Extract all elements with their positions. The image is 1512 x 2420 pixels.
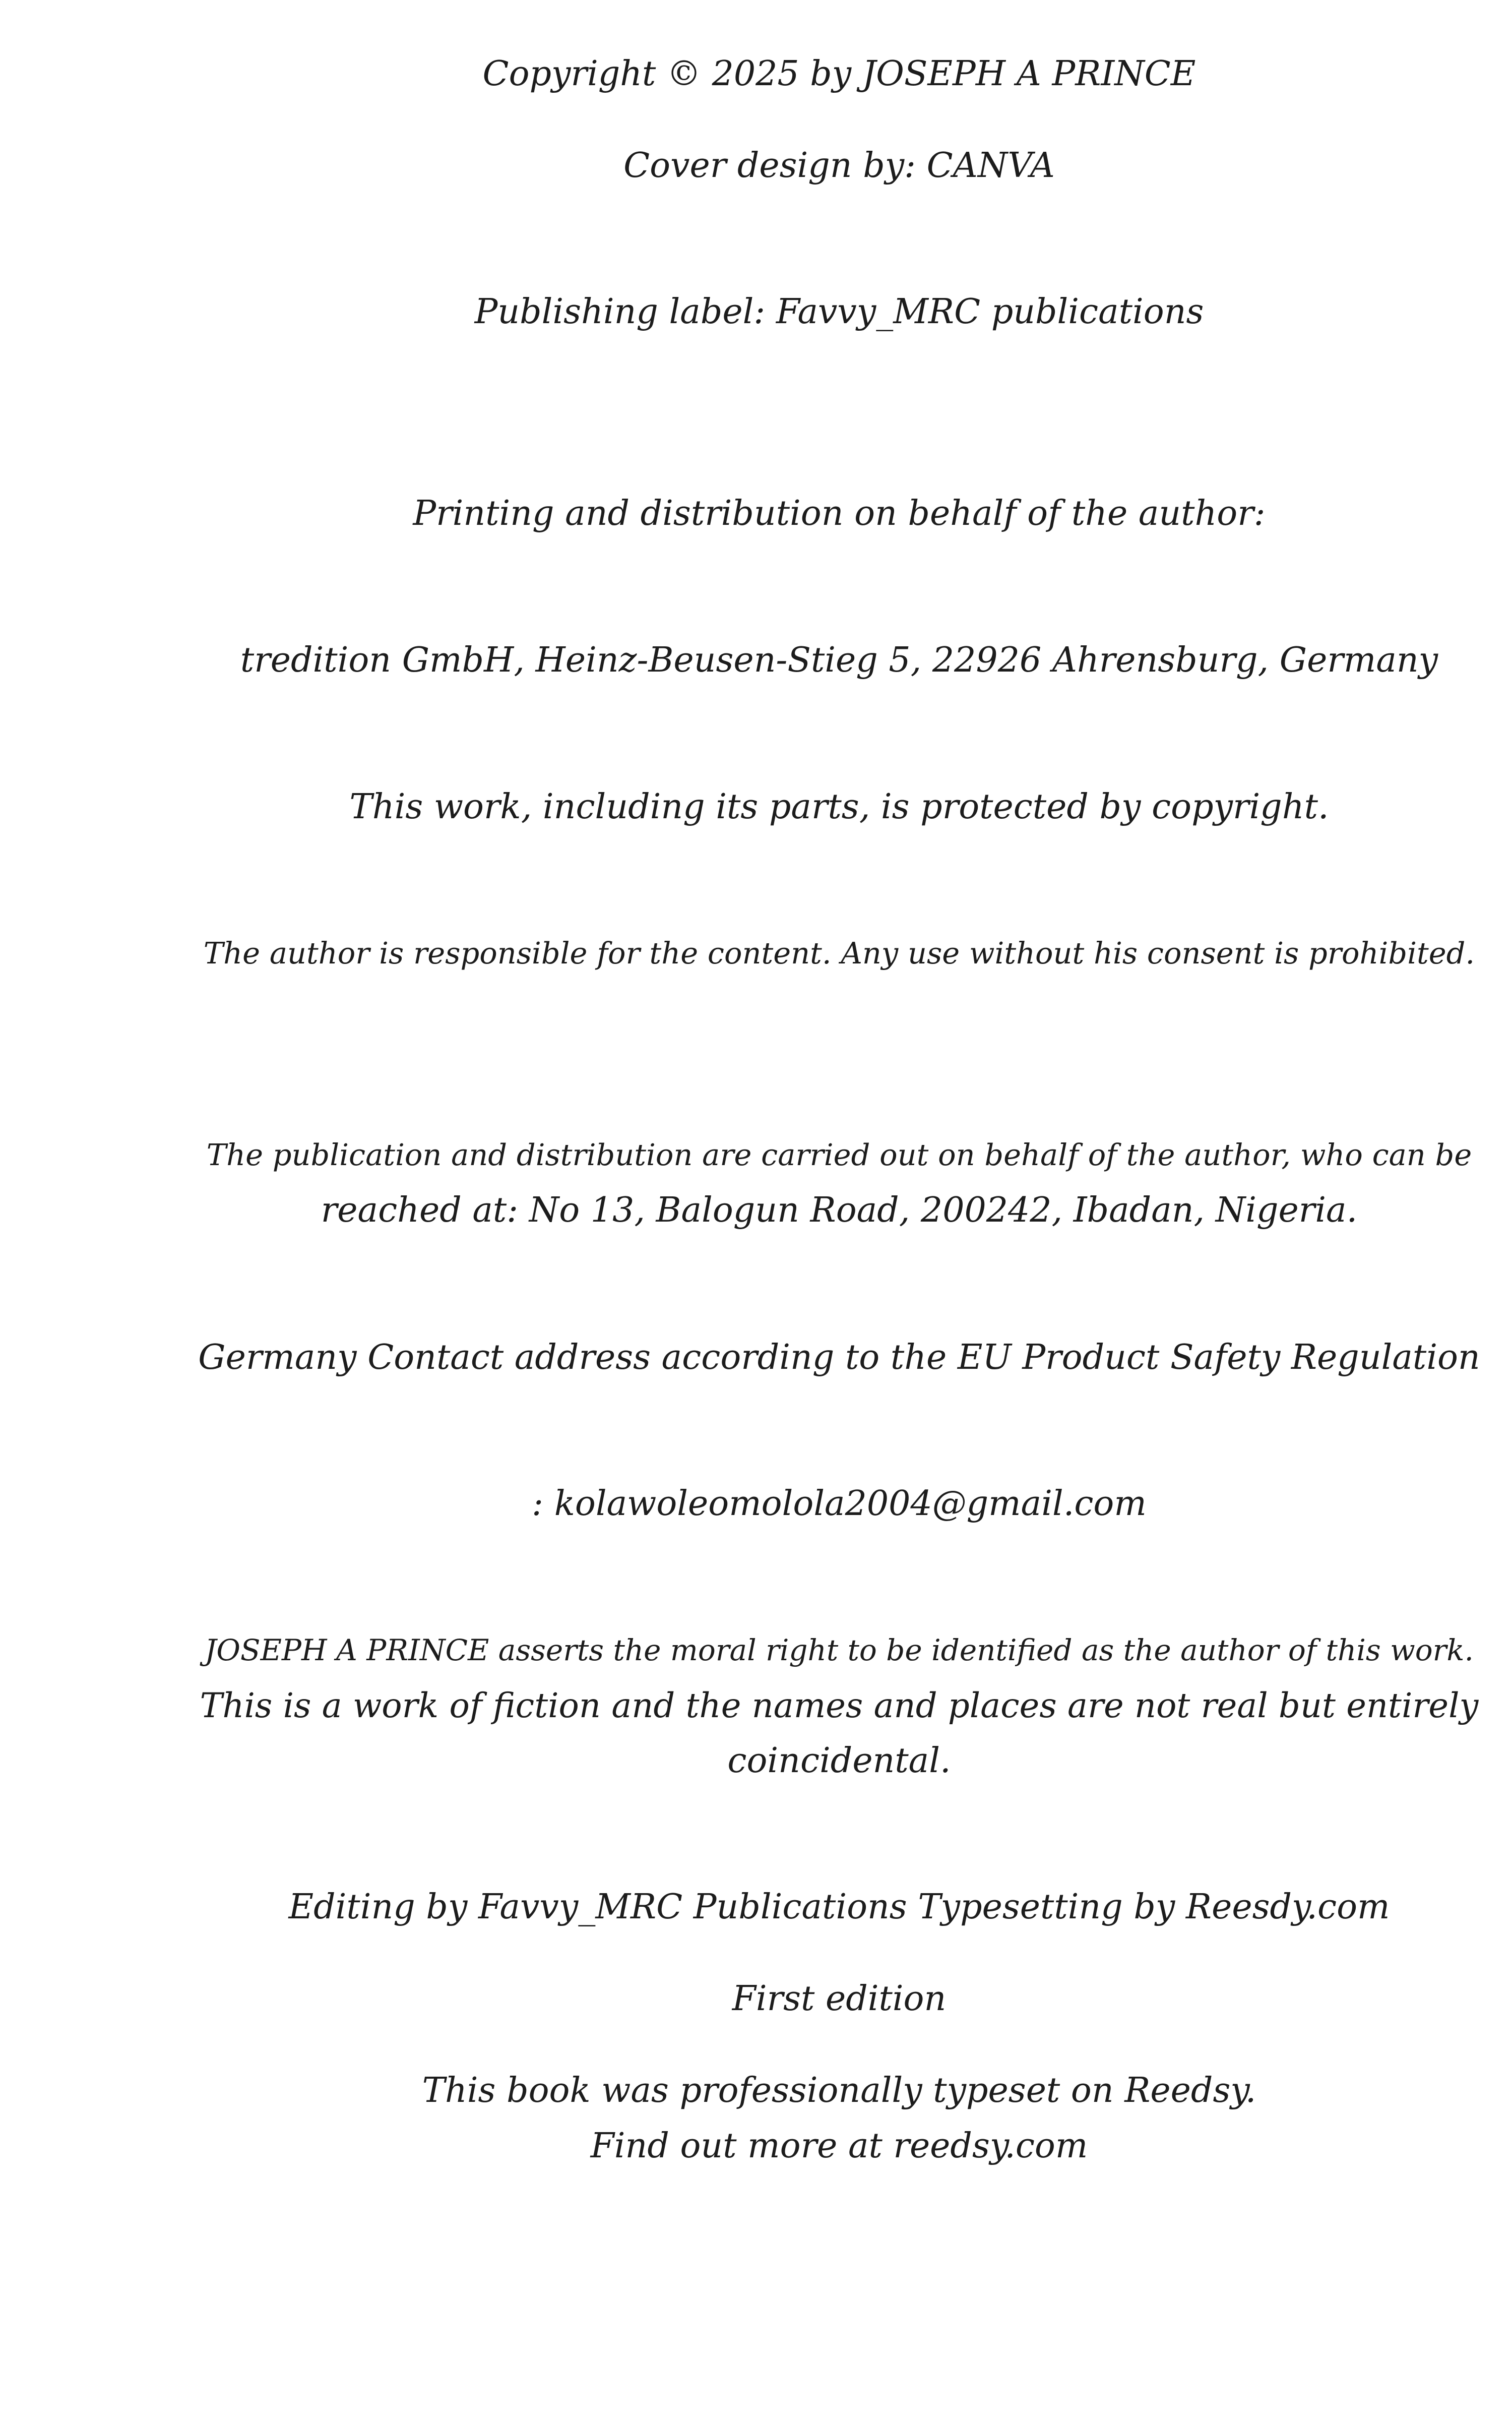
moral-rights-line: JOSEPH A PRINCE asserts the moral right to be identified as the author of this work. [205,1633,1474,1667]
protected-notice: This work, including its parts, is protected by copyright. [349,787,1329,827]
contact-email: : kolawoleomolola2004@gmail.com [532,1484,1147,1524]
cover-design-line: Cover design by: CANVA [623,146,1055,186]
fiction-notice-line-2: coincidental. [727,1741,951,1781]
publication-notice-line-1: The publication and distribution are carried out on behalf of the author, who can be [206,1137,1472,1172]
distributor-address: tredition GmbH, Heinz-Beusen-Stieg 5, 22926 Ahrensburg, Germany [240,640,1438,680]
publication-notice-line-2: reached at: No 13, Balogun Road, 200242, Ibadan, Nigeria. [321,1190,1358,1230]
responsibility-notice: The author is responsible for the content. Any use without his consent is prohibited. [203,936,1475,971]
printing-heading: Printing and distribution on behalf of the author: [413,494,1266,533]
fiction-notice-line-1: This is a work of fiction and the names and places are not real but entirely [200,1686,1479,1725]
publishing-label-line: Publishing label: Favvy_MRC publications [474,292,1204,332]
copyright-line: Copyright © 2025 by JOSEPH A PRINCE [482,54,1196,94]
editing-credits: Editing by Favvy_MRC Publications Typesetting by Reesdy.com [288,1887,1390,1927]
edition-line: First edition [732,1979,947,2019]
typeset-notice-line-2: Find out more at reedsy.com [590,2126,1088,2166]
eu-contact-heading: Germany Contact address according to the EU Product Safety Regulation [198,1338,1480,1377]
typeset-notice-line-1: This book was professionally typeset on Reedsy. [422,2071,1256,2110]
